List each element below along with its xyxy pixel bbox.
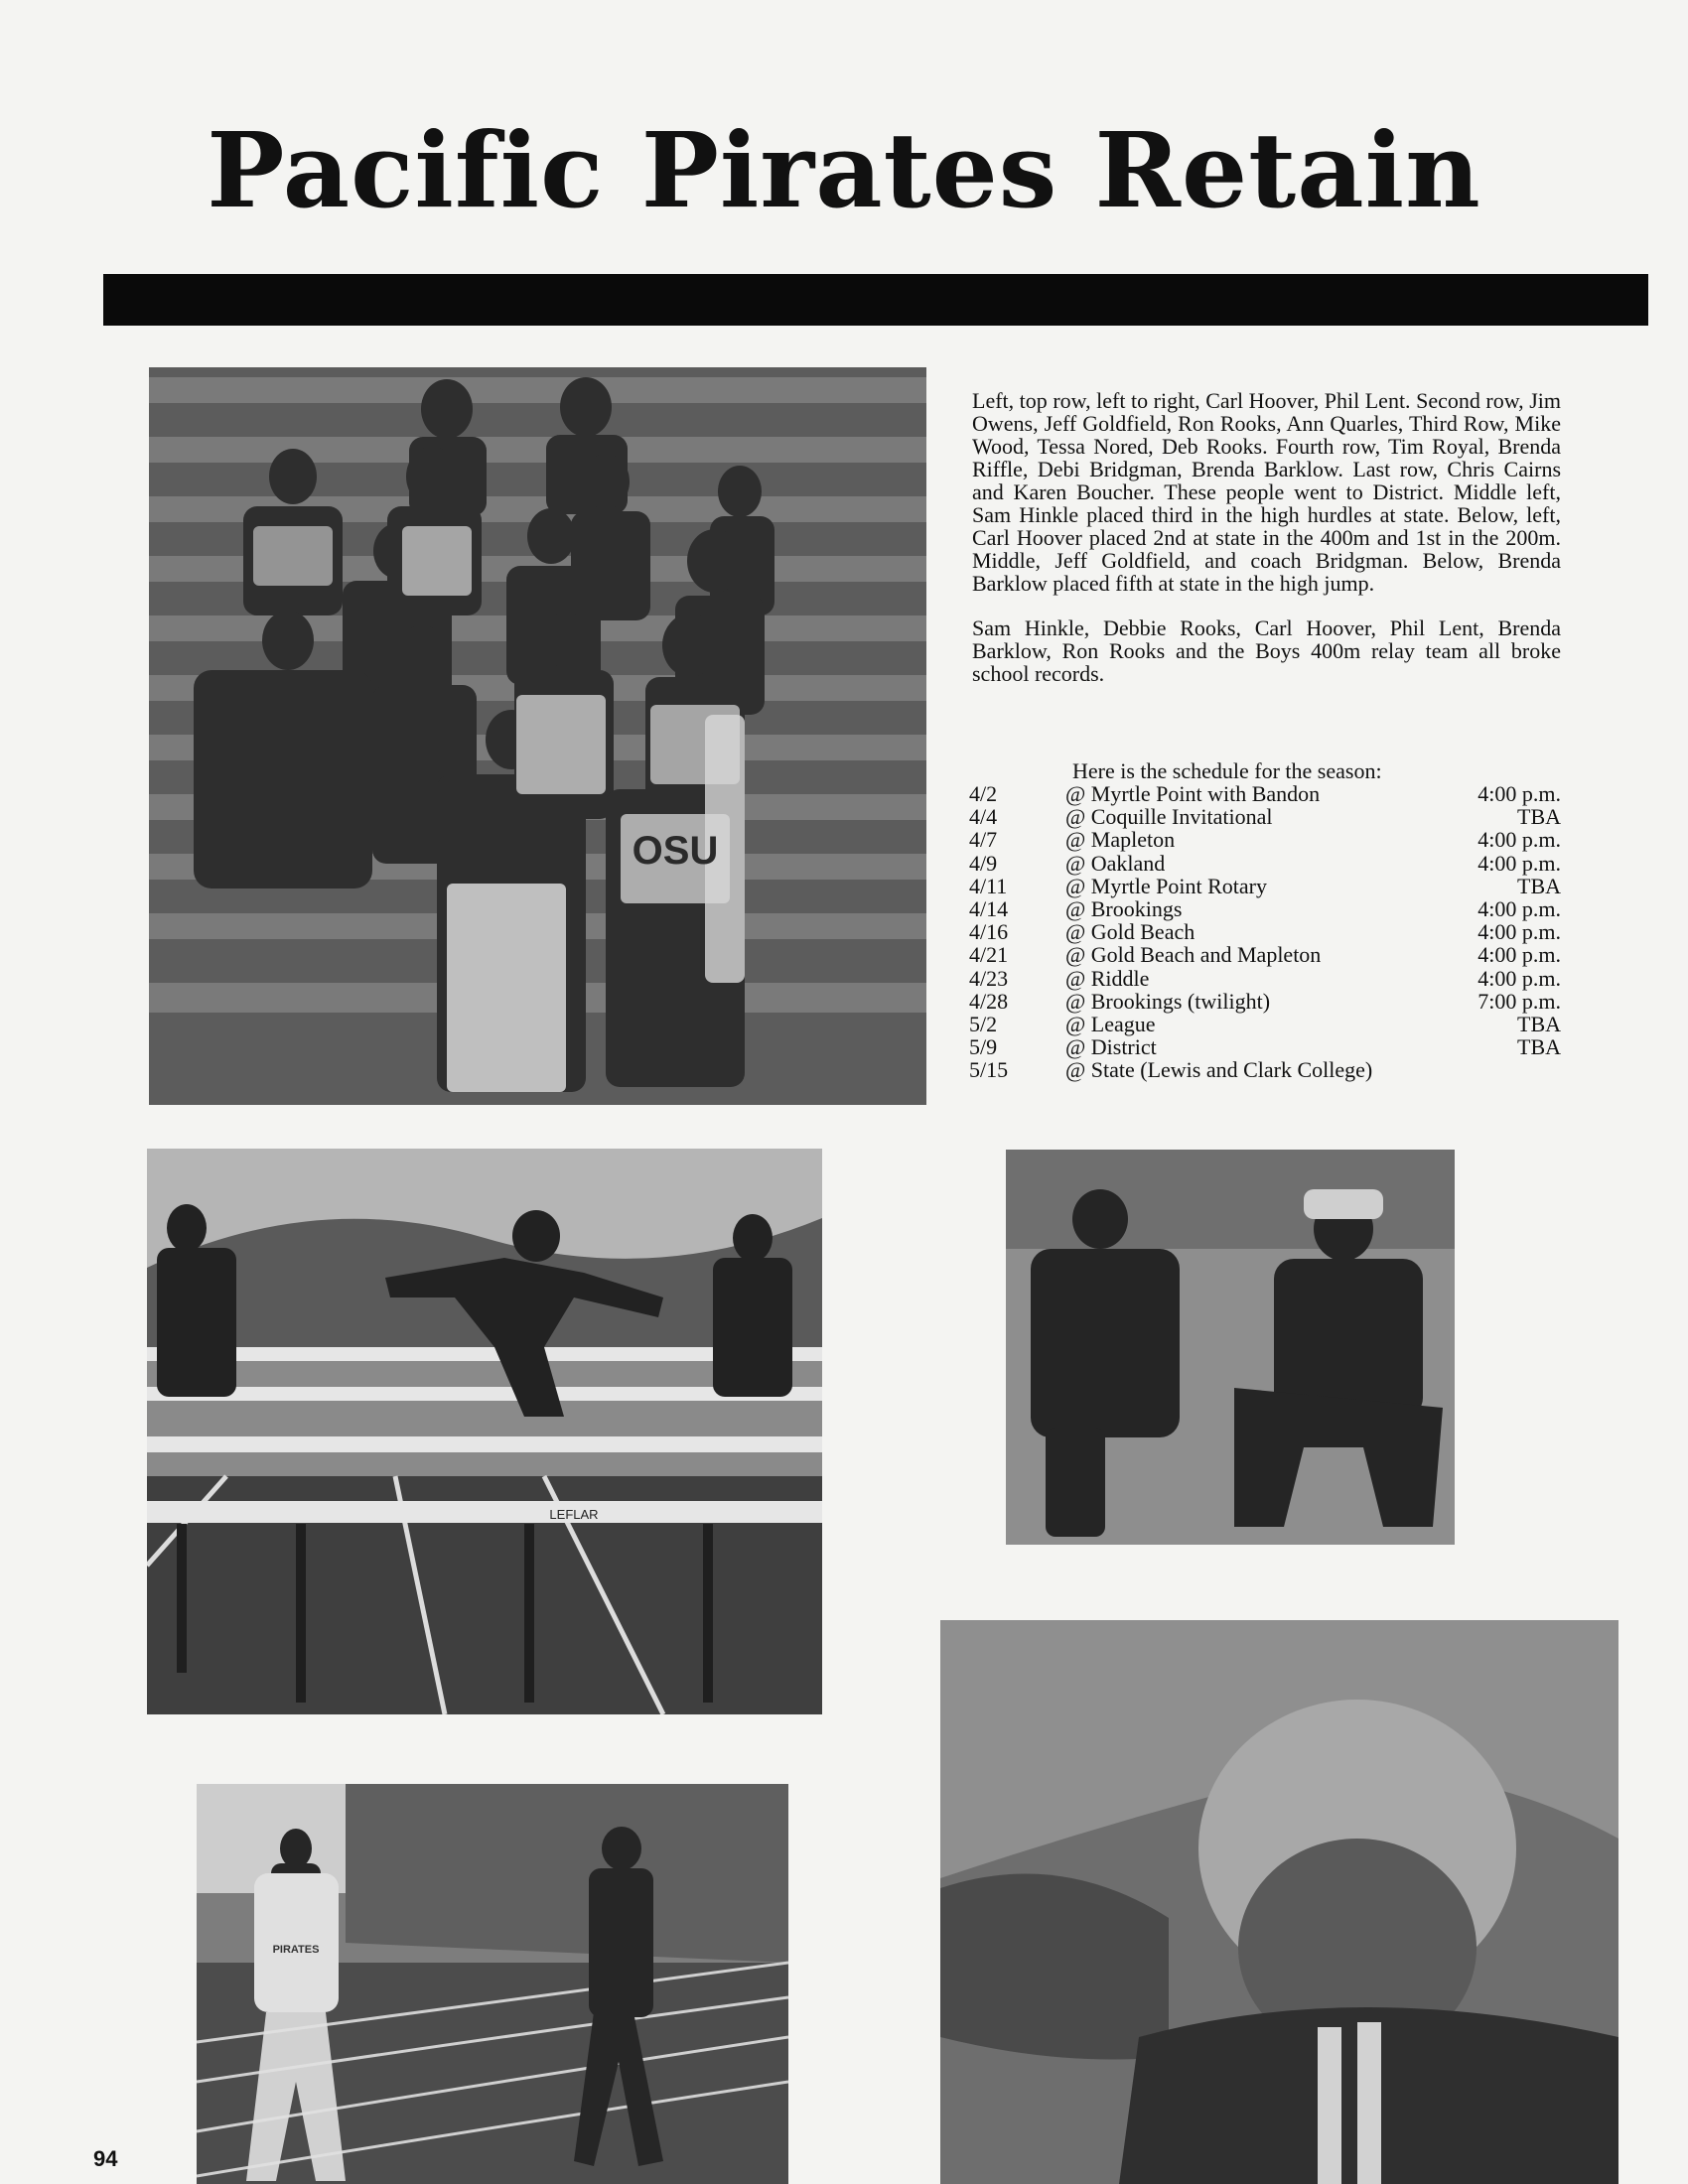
high-jumper-photo <box>940 1620 1618 2184</box>
schedule-date: 5/2 <box>969 1011 998 1036</box>
schedule-date: 4/4 <box>969 804 998 830</box>
schedule-time: 4:00 p.m. <box>1477 965 1561 991</box>
schedule-table <box>969 782 1561 1081</box>
schedule-time: 7:00 p.m. <box>1477 988 1561 1014</box>
schedule-time: 4:00 p.m. <box>1477 827 1561 853</box>
schedule-row <box>969 920 1561 943</box>
schedule-row <box>969 1013 1561 1035</box>
hurdle-banner-text: LEFLAR <box>549 1507 599 1522</box>
schedule-time <box>1452 1058 1561 1081</box>
schedule-date: 4/16 <box>969 919 1009 945</box>
schedule-date: 4/23 <box>969 965 1009 991</box>
schedule-date: 4/7 <box>969 827 998 853</box>
schedule-venue: @ State (Lewis and Clark College) <box>1065 1057 1373 1083</box>
shirt-text-osu: OSU <box>632 829 719 873</box>
schedule-row <box>969 990 1561 1013</box>
schedule-time: 4:00 p.m. <box>1477 781 1561 806</box>
page-title: Pacific Pirates Retain <box>207 109 1481 231</box>
photo-caption <box>972 389 1561 707</box>
shirt-text-pirates: PIRATES <box>272 1944 320 1956</box>
schedule-time: TBA <box>1517 873 1561 898</box>
schedule-venue: @ Oakland <box>1065 850 1166 876</box>
schedule-time: TBA <box>1517 1011 1561 1036</box>
page-number: 94 <box>93 2146 118 2171</box>
schedule-venue: @ Gold Beach <box>1065 919 1196 945</box>
schedule-date: 4/28 <box>969 988 1009 1014</box>
schedule-venue: @ District <box>1065 1034 1157 1060</box>
schedule-venue: @ Riddle <box>1065 965 1150 991</box>
schedule-row <box>969 897 1561 920</box>
schedule-venue: @ Mapleton <box>1065 827 1176 853</box>
hurdles-photo <box>147 1149 822 1714</box>
schedule-row <box>969 943 1561 966</box>
schedule-venue: @ Brookings (twilight) <box>1065 988 1271 1014</box>
schedule-venue: @ Coquille Invitational <box>1065 804 1273 830</box>
schedule-venue: @ Gold Beach and Mapleton <box>1065 942 1322 968</box>
schedule-time: 4:00 p.m. <box>1477 850 1561 876</box>
schedule-time: TBA <box>1517 804 1561 830</box>
coaches-photo <box>1006 1150 1455 1545</box>
schedule-row <box>969 828 1561 851</box>
schedule-venue: @ Myrtle Point with Bandon <box>1065 781 1321 806</box>
schedule-date: 4/2 <box>969 781 998 806</box>
schedule-intro: Here is the schedule for the season: <box>1072 758 1382 783</box>
schedule-time: 4:00 p.m. <box>1477 919 1561 945</box>
schedule-venue: @ League <box>1065 1011 1156 1036</box>
schedule-venue: @ Brookings <box>1065 895 1183 921</box>
schedule-time: 4:00 p.m. <box>1477 942 1561 968</box>
schedule-row <box>969 782 1561 805</box>
schedule-row <box>969 1058 1561 1081</box>
schedule-venue: @ Myrtle Point Rotary <box>1065 873 1267 898</box>
title-rule <box>103 274 1648 326</box>
schedule-row <box>969 1035 1561 1058</box>
schedule-row <box>969 852 1561 875</box>
schedule-date: 4/14 <box>969 895 1009 921</box>
schedule-row <box>969 805 1561 828</box>
schedule-date: 4/9 <box>969 850 998 876</box>
schedule-date: 4/11 <box>969 873 1008 898</box>
schedule-date: 4/21 <box>969 942 1009 968</box>
team-photo <box>149 367 926 1105</box>
runners-photo <box>197 1784 788 2184</box>
schedule-time: 4:00 p.m. <box>1477 895 1561 921</box>
schedule-date: 5/9 <box>969 1034 998 1060</box>
schedule-time: TBA <box>1517 1034 1561 1060</box>
schedule-row <box>969 875 1561 897</box>
caption-paragraph-2: Sam Hinkle, Debbie Rooks, Carl Hoover, Phil Lent, Brenda Barklow, Ron Rooks and the Boys 400m relay team all broke school records. <box>972 615 1561 686</box>
schedule-row <box>969 967 1561 990</box>
caption-paragraph-1: Left, top row, left to right, Carl Hoover, Phil Lent. Second row, Jim Owens, Jeff Goldfield, Ron Rooks, Ann Quarles, Third Row, Mike Wood, Tessa Nored, Deb Rooks. Fourth row, Tim Royal, Brenda Riffle, Debi Bridgman, Brenda Barklow. Last row, Chris Cairns and Karen Boucher. These people went to District. Middle left, Sam Hinkle placed third in the high hurdles at state. Below, left, Carl Hoover placed 2nd at state in the 400m and 1st in the 200m. Middle, Jeff Goldfield, and coach Bridgman. Below, Brenda Barklow placed fifth at state in the high jump. <box>972 388 1561 596</box>
schedule-date: 5/15 <box>969 1057 1009 1083</box>
